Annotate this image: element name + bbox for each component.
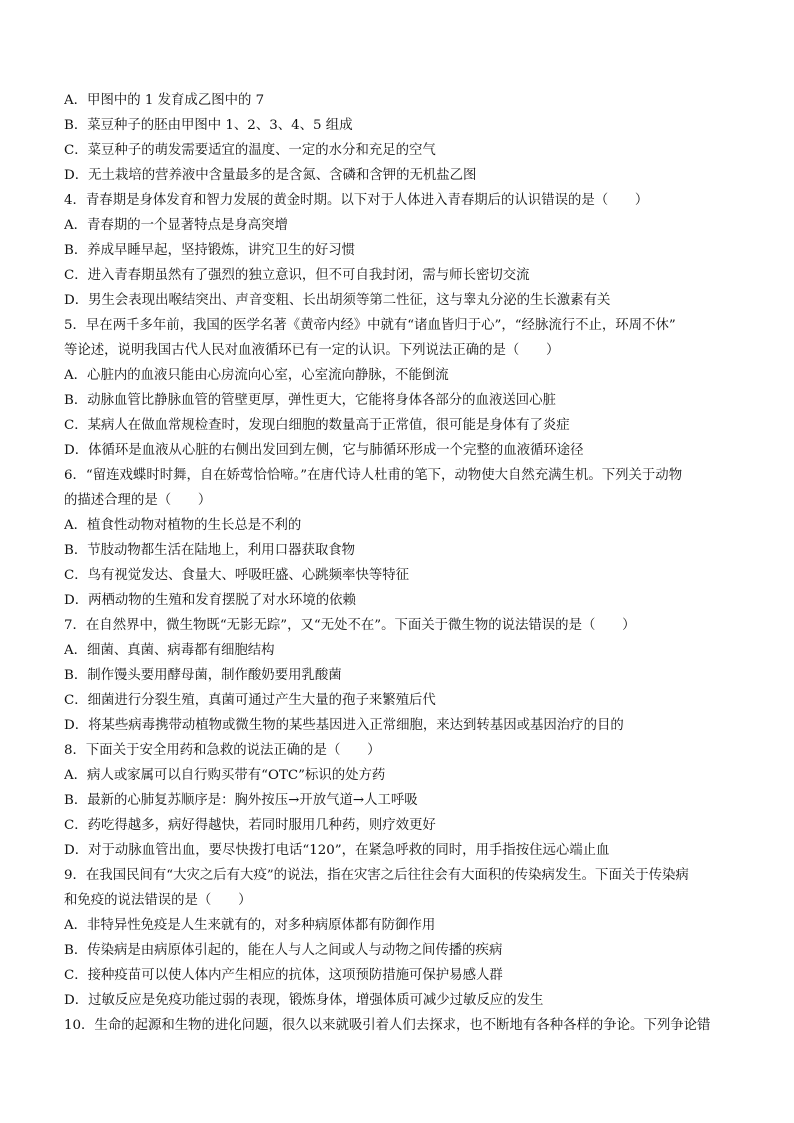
answer-option: B．制作馒头要用酵母菌，制作酸奶要用乳酸菌 [64,668,342,683]
answer-option: D．体循环是血液从心脏的右侧出发回到左侧，它与肺循环形成一个完整的血液循环途径 [64,443,584,458]
answer-option: C．接种疫苗可以使人体内产生相应的抗体，这项预防措施可保护易感人群 [64,968,503,983]
answer-option: A．细菌、真菌、病毒都有细胞结构 [64,643,275,658]
question-q4 [64,188,744,313]
answer-option: D．两栖动物的生殖和发育摆脱了对水环境的依赖 [64,593,356,608]
answer-option: A．青春期的一个显著特点是身高突增 [64,218,288,233]
answer-option: B．最新的心肺复苏顺序是：胸外按压→开放气道→人工呼吸 [64,793,418,808]
answer-option: B．养成早睡早起，坚持锻炼，讲究卫生的好习惯 [64,243,356,258]
answer-option: B．传染病是由病原体引起的，能在人与人之间或人与动物之间传播的疾病 [64,943,503,958]
answer-option: D．男生会表现出喉结突出、声音变粗、长出胡须等第二性征，这与睾丸分泌的生长激素有关 [64,293,611,308]
answer-option: A．非特异性免疫是人生来就有的，对多种病原体都有防御作用 [64,918,436,933]
question-stem-line: 5．早在两千多年前，我国的医学名著《黄帝内经》中就有“诸血皆归于心”，“经脉流行不止，环周不休” [64,318,676,333]
answer-option: C．某病人在做血常规检查时，发现白细胞的数量高于正常值，很可能是身体有了炎症 [64,418,570,433]
question-q7 [64,613,744,738]
answer-option: A．病人或家属可以自行购买带有“OTC”标识的处方药 [64,768,386,783]
answer-option: B．节肢动物都生活在陆地上，利用口器获取食物 [64,543,356,558]
question-q10-partial [64,1013,744,1038]
answer-option: D．无土栽培的营养液中含量最多的是含氮、含磷和含钾的无机盐乙图 [64,168,477,183]
answer-option: B．动脉血管比静脉血管的管壁更厚，弹性更大，它能将身体各部分的血液送回心脏 [64,393,556,408]
answer-option: C．菜豆种子的萌发需要适宜的温度、一定的水分和充足的空气 [64,143,436,158]
question-stem-line: 10．生命的起源和生物的进化问题，很久以来就吸引着人们去探求，也不断地有各种各样的争论。下列争论错 [64,1018,711,1033]
question-q6 [64,463,744,613]
question-q8 [64,738,744,863]
question-stem-line: 4．青春期是身体发育和智力发展的黄金时期。以下对于人体进入青春期后的认识错误的是（ ） [64,193,649,208]
question-q9 [64,863,744,1013]
answer-option: A．甲图中的 1 发育成乙图中的 7 [64,93,265,108]
answer-option: C．药吃得越多，病好得越快，若同时服用几种药，则疗效更好 [64,818,436,833]
answer-option: D．将某些病毒携带动植物或微生物的某些基因进入正常细胞，来达到转基因或基因治疗的目的 [64,718,624,733]
question-stem-line: 9．在我国民间有“大灾之后有大疫”的说法，指在灾害之后往往会有大面积的传染病发生。下面关于传染病 [64,868,689,883]
answer-option: B．菜豆种子的胚由甲图中 1、2、3、4、5 组成 [64,118,353,133]
answer-option: C．鸟有视觉发达、食量大、呼吸旺盛、心跳频率快等特征 [64,568,410,583]
question-stem-line: 等论述，说明我国古代人民对血液循环已有一定的认识。下列说法正确的是（ ） [64,343,560,358]
question-list [64,88,744,1038]
question-stem-line: 的描述合理的是（ ） [64,493,212,508]
answer-option: D．过敏反应是免疫功能过弱的表现，锻炼身体，增强体质可减少过敏反应的发生 [64,993,544,1008]
answer-option: C．细菌进行分裂生殖，真菌可通过产生大量的孢子来繁殖后代 [64,693,436,708]
answer-option: C．进入青春期虽然有了强烈的独立意识，但不可自我封闭，需与师长密切交流 [64,268,530,283]
question-q5 [64,313,744,463]
answer-option: A．心脏内的血液只能由心房流向心室，心室流向静脉，不能倒流 [64,368,449,383]
answer-option: A．植食性动物对植物的生长总是不利的 [64,518,302,533]
answer-option: D．对于动脉血管出血，要尽快拨打电话“120”，在紧急呼救的同时，用手指按住远心端止血 [64,843,610,858]
question-stem-line: 7．在自然界中，微生物既“无影无踪”，又“无处不在”。下面关于微生物的说法错误的是（ ） [64,618,636,633]
question-q3-partial [64,88,744,188]
question-stem-line: 8．下面关于安全用药和急救的说法正确的是（ ） [64,743,381,758]
question-stem-line: 和免疫的说法错误的是（ ） [64,893,252,908]
question-stem-line: 6．“留连戏蝶时时舞，自在娇莺恰恰啼。”在唐代诗人杜甫的笔下，动物使大自然充满生机。下列关于动物 [64,468,683,483]
